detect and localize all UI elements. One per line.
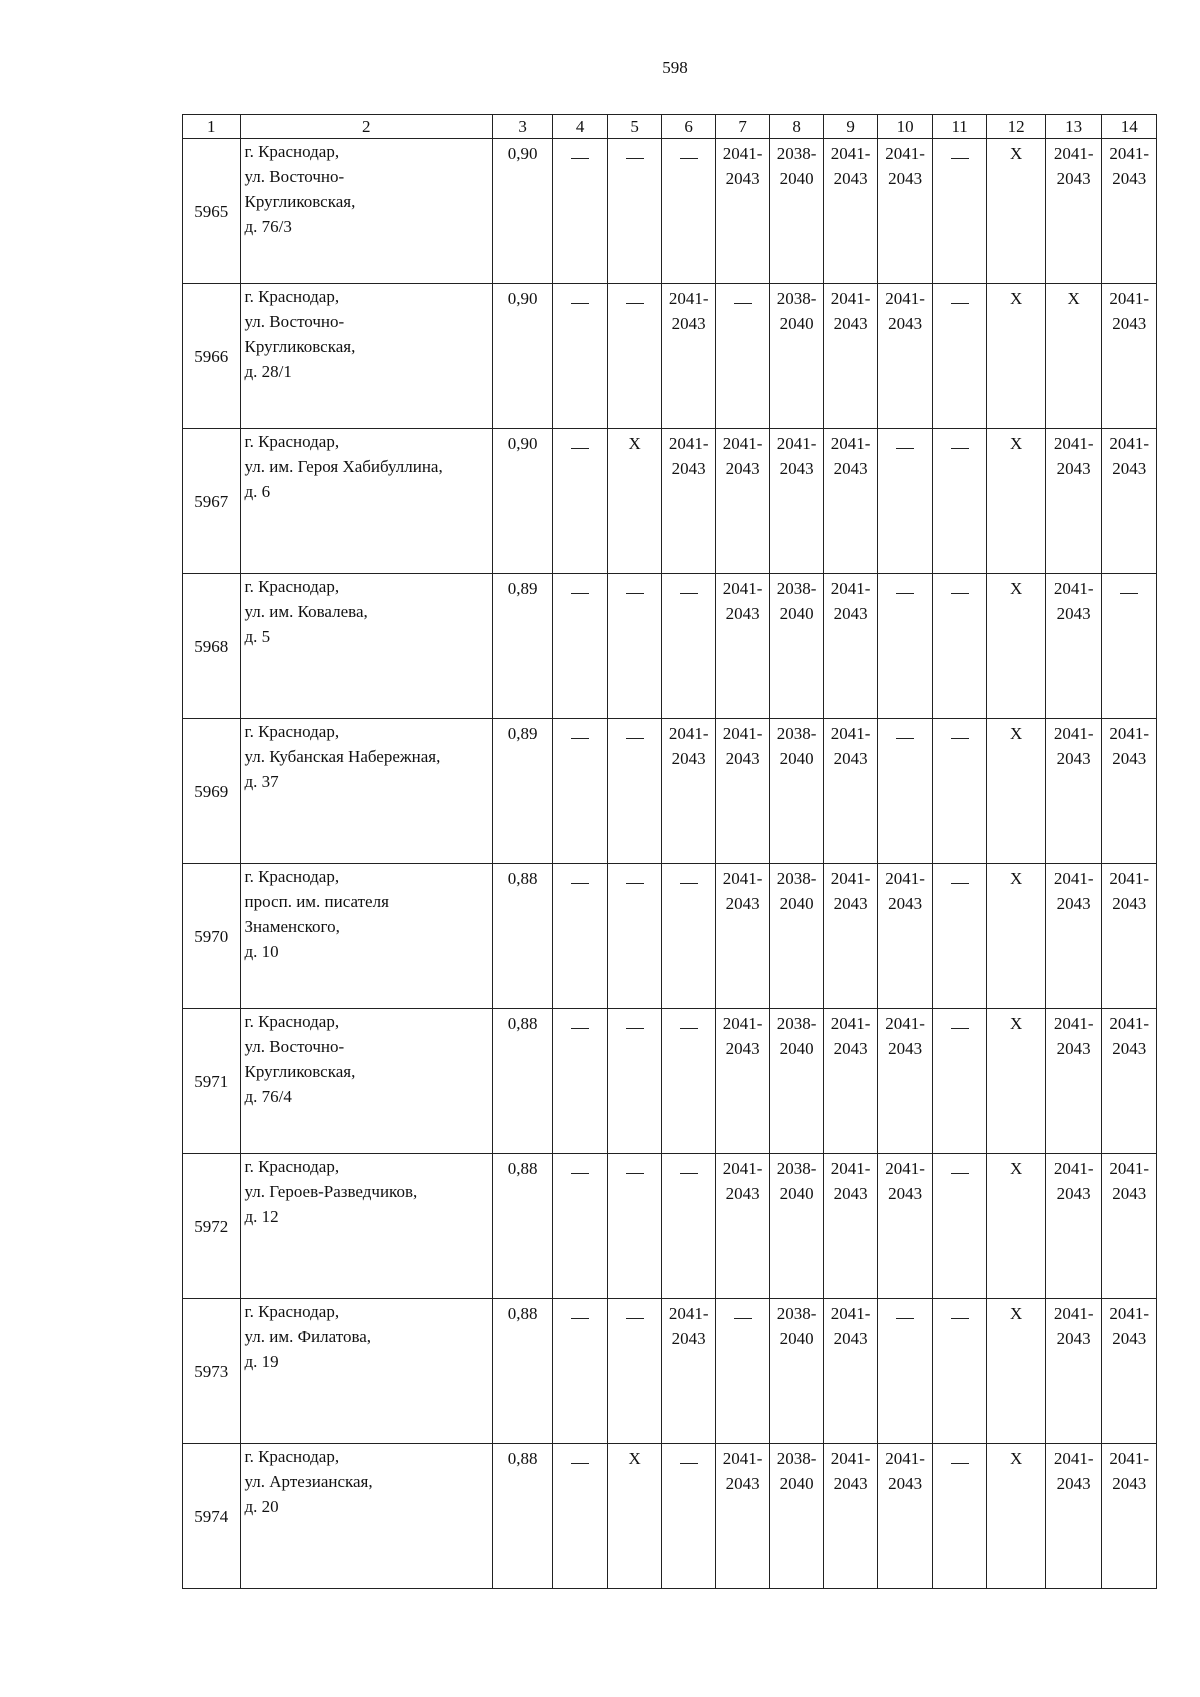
address-cell: г. Краснодар, просп. им. писателя Знаменского, д. 10 (240, 864, 492, 1009)
year-range-cell: 2041- 2043 (715, 574, 770, 719)
row-number: 5973 (183, 1299, 241, 1444)
year-range-cell: 2041- 2043 (823, 1444, 878, 1589)
year-range-cell: 2041- 2043 (1045, 574, 1102, 719)
year-range-cell: 2038- 2040 (770, 1009, 823, 1154)
dash-mark (734, 1318, 752, 1319)
dash-mark (951, 593, 969, 594)
dash-cell (932, 284, 987, 429)
x-mark-cell: X (987, 864, 1046, 1009)
dash-mark (951, 1028, 969, 1029)
table-row (183, 1444, 1157, 1589)
dash-cell (553, 1154, 608, 1299)
year-range-cell: 2041- 2043 (1045, 1444, 1102, 1589)
dash-cell (932, 719, 987, 864)
dash-cell (607, 139, 662, 284)
row-number: 5969 (183, 719, 241, 864)
x-mark-cell: X (987, 1009, 1046, 1154)
x-mark-cell: X (607, 429, 662, 574)
dash-cell (553, 719, 608, 864)
dash-mark (571, 1028, 589, 1029)
row-number: 5971 (183, 1009, 241, 1154)
table-row (183, 1299, 1157, 1444)
coefficient-cell: 0,90 (492, 284, 553, 429)
dash-cell (932, 429, 987, 574)
dash-cell (553, 429, 608, 574)
year-range-cell: 2041- 2043 (662, 1299, 715, 1444)
year-range-cell: 2041- 2043 (662, 429, 715, 574)
year-range-cell: 2041- 2043 (662, 284, 715, 429)
year-range-cell: 2038- 2040 (770, 864, 823, 1009)
x-mark-cell: X (987, 284, 1046, 429)
year-range-cell: 2041- 2043 (1045, 1154, 1102, 1299)
dash-cell (607, 719, 662, 864)
address-cell: г. Краснодар, ул. им. Филатова, д. 19 (240, 1299, 492, 1444)
dash-cell (932, 574, 987, 719)
year-range-cell: 2041- 2043 (1045, 429, 1102, 574)
year-range-cell: 2041- 2043 (823, 719, 878, 864)
year-range-cell: 2041- 2043 (1102, 864, 1157, 1009)
address-cell: г. Краснодар, ул. Артезианская, д. 20 (240, 1444, 492, 1589)
year-range-cell: 2038- 2040 (770, 719, 823, 864)
row-number: 5966 (183, 284, 241, 429)
column-number-header: 6 (662, 115, 715, 139)
dash-mark (626, 303, 644, 304)
year-range-cell: 2041- 2043 (715, 139, 770, 284)
dash-mark (626, 158, 644, 159)
dash-cell (553, 139, 608, 284)
address-cell: г. Краснодар, ул. Кубанская Набережная, д. 37 (240, 719, 492, 864)
dash-cell (553, 1299, 608, 1444)
coefficient-cell: 0,88 (492, 1154, 553, 1299)
dash-mark (571, 738, 589, 739)
table-row (183, 284, 1157, 429)
year-range-cell: 2038- 2040 (770, 1154, 823, 1299)
column-number-header: 11 (932, 115, 987, 139)
column-number-header: 9 (823, 115, 878, 139)
dash-mark (951, 738, 969, 739)
dash-mark (571, 303, 589, 304)
row-number: 5972 (183, 1154, 241, 1299)
year-range-cell: 2041- 2043 (1102, 284, 1157, 429)
column-number-header: 5 (607, 115, 662, 139)
year-range-cell: 2041- 2043 (715, 1154, 770, 1299)
year-range-cell: 2041- 2043 (770, 429, 823, 574)
coefficient-cell: 0,90 (492, 139, 553, 284)
coefficient-cell: 0,88 (492, 1009, 553, 1154)
dash-cell (715, 284, 770, 429)
coefficient-cell: 0,90 (492, 429, 553, 574)
year-range-cell: 2041- 2043 (823, 864, 878, 1009)
table-row (183, 574, 1157, 719)
year-range-cell: 2041- 2043 (878, 284, 933, 429)
column-number-header: 13 (1045, 115, 1102, 139)
year-range-cell: 2041- 2043 (878, 1009, 933, 1154)
table-row (183, 139, 1157, 284)
dash-cell (607, 1154, 662, 1299)
dash-mark (626, 1173, 644, 1174)
year-range-cell: 2038- 2040 (770, 574, 823, 719)
address-cell: г. Краснодар, ул. Героев-Разведчиков, д. 12 (240, 1154, 492, 1299)
year-range-cell: 2041- 2043 (1102, 719, 1157, 864)
dash-cell (878, 1299, 933, 1444)
dash-mark (626, 1028, 644, 1029)
row-number: 5974 (183, 1444, 241, 1589)
address-cell: г. Краснодар, ул. им. Ковалева, д. 5 (240, 574, 492, 719)
dash-mark (896, 593, 914, 594)
x-mark-cell: X (987, 1444, 1046, 1589)
coefficient-cell: 0,88 (492, 1299, 553, 1444)
row-number: 5967 (183, 429, 241, 574)
row-number: 5968 (183, 574, 241, 719)
dash-mark (571, 1173, 589, 1174)
year-range-cell: 2041- 2043 (823, 1009, 878, 1154)
x-mark-cell: X (987, 429, 1046, 574)
coefficient-cell: 0,88 (492, 864, 553, 1009)
dash-cell (878, 574, 933, 719)
table-row (183, 1154, 1157, 1299)
year-range-cell: 2041- 2043 (1102, 1444, 1157, 1589)
dash-cell (932, 1444, 987, 1589)
year-range-cell: 2041- 2043 (715, 1009, 770, 1154)
dash-mark (571, 1318, 589, 1319)
dash-mark (626, 593, 644, 594)
dash-cell (932, 864, 987, 1009)
dash-cell (662, 574, 715, 719)
dash-cell (607, 284, 662, 429)
column-number-header: 8 (770, 115, 823, 139)
dash-cell (662, 1444, 715, 1589)
dash-cell (607, 574, 662, 719)
column-number-header: 12 (987, 115, 1046, 139)
dash-mark (571, 1463, 589, 1464)
x-mark-cell: X (987, 139, 1046, 284)
year-range-cell: 2041- 2043 (878, 139, 933, 284)
year-range-cell: 2041- 2043 (878, 864, 933, 1009)
year-range-cell: 2041- 2043 (823, 1154, 878, 1299)
year-range-cell: 2041- 2043 (1045, 139, 1102, 284)
address-cell: г. Краснодар, ул. Восточно- Кругликовская, д. 28/1 (240, 284, 492, 429)
year-range-cell: 2041- 2043 (715, 864, 770, 1009)
dash-cell (932, 1299, 987, 1444)
year-range-cell: 2041- 2043 (1102, 1009, 1157, 1154)
year-range-cell: 2041- 2043 (823, 429, 878, 574)
dash-mark (896, 738, 914, 739)
table-row (183, 719, 1157, 864)
dash-cell (607, 1299, 662, 1444)
dash-cell (662, 139, 715, 284)
address-cell: г. Краснодар, ул. им. Героя Хабибуллина, д. 6 (240, 429, 492, 574)
dash-mark (951, 1173, 969, 1174)
column-number-header: 14 (1102, 115, 1157, 139)
year-range-cell: 2041- 2043 (715, 1444, 770, 1589)
year-range-cell: 2041- 2043 (823, 139, 878, 284)
x-mark-cell: X (987, 719, 1046, 864)
row-number: 5970 (183, 864, 241, 1009)
dash-cell (607, 1009, 662, 1154)
dash-mark (571, 448, 589, 449)
dash-mark (571, 158, 589, 159)
dash-cell (662, 1154, 715, 1299)
year-range-cell: 2041- 2043 (823, 284, 878, 429)
dash-cell (1102, 574, 1157, 719)
dash-cell (878, 719, 933, 864)
year-range-cell: 2041- 2043 (1102, 1299, 1157, 1444)
column-number-header: 3 (492, 115, 553, 139)
x-mark-cell: X (607, 1444, 662, 1589)
dash-mark (951, 448, 969, 449)
year-range-cell: 2041- 2043 (1045, 1009, 1102, 1154)
dash-mark (626, 738, 644, 739)
x-mark-cell: X (987, 574, 1046, 719)
table-row (183, 1009, 1157, 1154)
year-range-cell: 2041- 2043 (1102, 1154, 1157, 1299)
row-number: 5965 (183, 139, 241, 284)
dash-mark (680, 1028, 698, 1029)
dash-cell (715, 1299, 770, 1444)
coefficient-cell: 0,89 (492, 574, 553, 719)
x-mark-cell: X (987, 1154, 1046, 1299)
year-range-cell: 2041- 2043 (662, 719, 715, 864)
dash-mark (626, 883, 644, 884)
year-range-cell: 2041- 2043 (878, 1444, 933, 1589)
year-range-cell: 2041- 2043 (715, 719, 770, 864)
dash-mark (734, 303, 752, 304)
column-number-header: 4 (553, 115, 608, 139)
year-range-cell: 2041- 2043 (878, 1154, 933, 1299)
year-range-cell: 2038- 2040 (770, 139, 823, 284)
year-range-cell: 2041- 2043 (1045, 719, 1102, 864)
address-cell: г. Краснодар, ул. Восточно- Кругликовская, д. 76/3 (240, 139, 492, 284)
dash-mark (571, 883, 589, 884)
dash-cell (932, 139, 987, 284)
coefficient-cell: 0,88 (492, 1444, 553, 1589)
year-range-cell: 2041- 2043 (1045, 1299, 1102, 1444)
dash-mark (680, 158, 698, 159)
table-row (183, 429, 1157, 574)
dash-mark (951, 1318, 969, 1319)
dash-mark (951, 303, 969, 304)
dash-mark (680, 593, 698, 594)
dash-cell (553, 284, 608, 429)
address-cell: г. Краснодар, ул. Восточно- Кругликовская, д. 76/4 (240, 1009, 492, 1154)
dash-cell (662, 864, 715, 1009)
dash-mark (680, 883, 698, 884)
dash-cell (553, 1009, 608, 1154)
year-range-cell: 2041- 2043 (1045, 864, 1102, 1009)
column-number-header-row (183, 115, 1157, 139)
housing-register-table (182, 114, 1157, 1589)
column-number-header: 7 (715, 115, 770, 139)
year-range-cell: 2038- 2040 (770, 1299, 823, 1444)
dash-mark (896, 448, 914, 449)
dash-cell (932, 1009, 987, 1154)
dash-mark (896, 1318, 914, 1319)
year-range-cell: 2041- 2043 (715, 429, 770, 574)
table-row (183, 864, 1157, 1009)
column-number-header: 2 (240, 115, 492, 139)
year-range-cell: 2041- 2043 (823, 574, 878, 719)
dash-mark (680, 1173, 698, 1174)
dash-cell (662, 1009, 715, 1154)
dash-cell (553, 1444, 608, 1589)
page-number: 598 (662, 58, 688, 77)
x-mark-cell: X (987, 1299, 1046, 1444)
dash-mark (951, 1463, 969, 1464)
year-range-cell: 2038- 2040 (770, 284, 823, 429)
dash-mark (571, 593, 589, 594)
year-range-cell: 2041- 2043 (1102, 139, 1157, 284)
dash-mark (680, 1463, 698, 1464)
dash-cell (553, 574, 608, 719)
table-body (183, 115, 1157, 1589)
dash-mark (951, 883, 969, 884)
x-mark-cell: X (1045, 284, 1102, 429)
dash-mark (951, 158, 969, 159)
column-number-header: 10 (878, 115, 933, 139)
coefficient-cell: 0,89 (492, 719, 553, 864)
dash-cell (878, 429, 933, 574)
year-range-cell: 2038- 2040 (770, 1444, 823, 1589)
dash-cell (607, 864, 662, 1009)
dash-mark (1120, 593, 1138, 594)
year-range-cell: 2041- 2043 (1102, 429, 1157, 574)
year-range-cell: 2041- 2043 (823, 1299, 878, 1444)
dash-cell (553, 864, 608, 1009)
column-number-header: 1 (183, 115, 241, 139)
dash-cell (932, 1154, 987, 1299)
dash-mark (626, 1318, 644, 1319)
